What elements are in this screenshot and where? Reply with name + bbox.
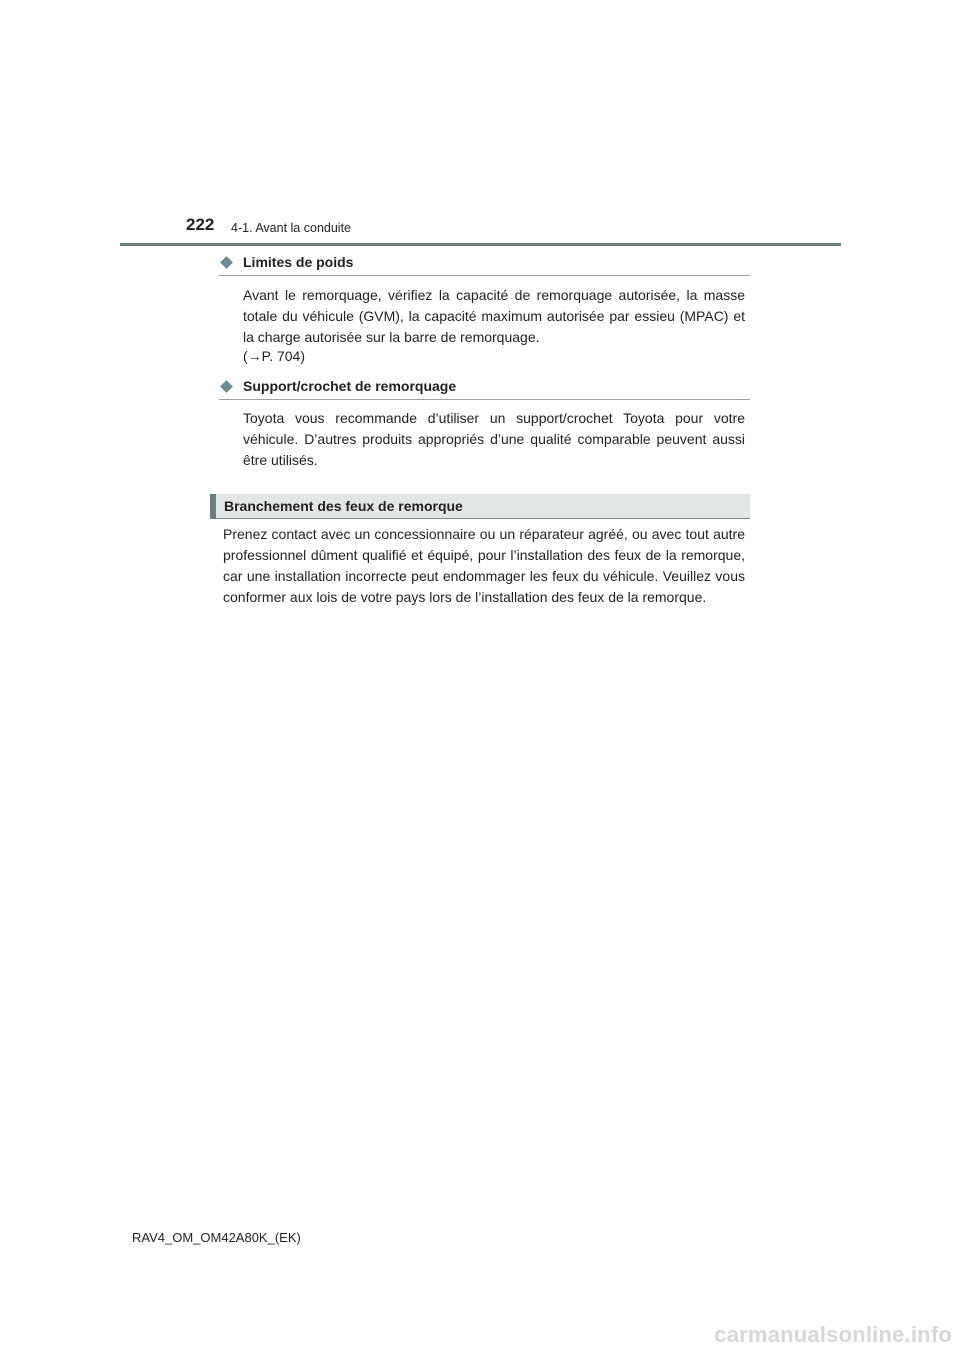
page-reference: (→P. 704) (243, 348, 305, 364)
towing-hitch-paragraph: Toyota vous recommande d’utiliser un support/crochet Toyota pour votre véhicule. D’autres produits appropriés d’une qualité comparable peuvent aussi être utilisés. (243, 410, 745, 468)
page-number: 222 (186, 215, 215, 234)
header-rule (120, 243, 841, 246)
watermark: carmanualsonline.info (714, 1322, 952, 1347)
trailer-lights-paragraph: Prenez contact avec un concessionnaire ou un réparateur agréé, ou avec tout autre professionnel dûment qualifié et équipé, pour l’installation des feux de la remorque, car une installation incorrecte peut endommager les feux du véhicule. Veuillez vous conformer aux lois de votre pays lors de l’installation des feux de la remorque. (223, 526, 745, 605)
subheading-weight-limits (219, 253, 750, 276)
weight-limits-paragraph: Avant le remorquage, vérifiez la capacité de remorquage autorisée, la masse totale du véhicule (GVM), la capacité maximum autorisée par essieu (MPAC) et la charge autorisée sur la barre de remorquage. (243, 287, 745, 345)
subheading-label: Limites de poids (243, 254, 354, 270)
section-bar-accent (210, 494, 216, 519)
diamond-bullet-icon (220, 380, 233, 393)
section-bar-label: Branchement des feux de remorque (224, 498, 463, 514)
footer-doc-code: RAV4_OM_OM42A80K_(EK) (132, 1230, 301, 1245)
section-bar-trailer-lights (210, 494, 750, 519)
subheading-label: Support/crochet de remorquage (243, 378, 457, 394)
section-title: 4-1. Avant la conduite (231, 221, 351, 235)
diamond-bullet-icon (220, 256, 233, 269)
subheading-towing-hitch (219, 377, 750, 400)
